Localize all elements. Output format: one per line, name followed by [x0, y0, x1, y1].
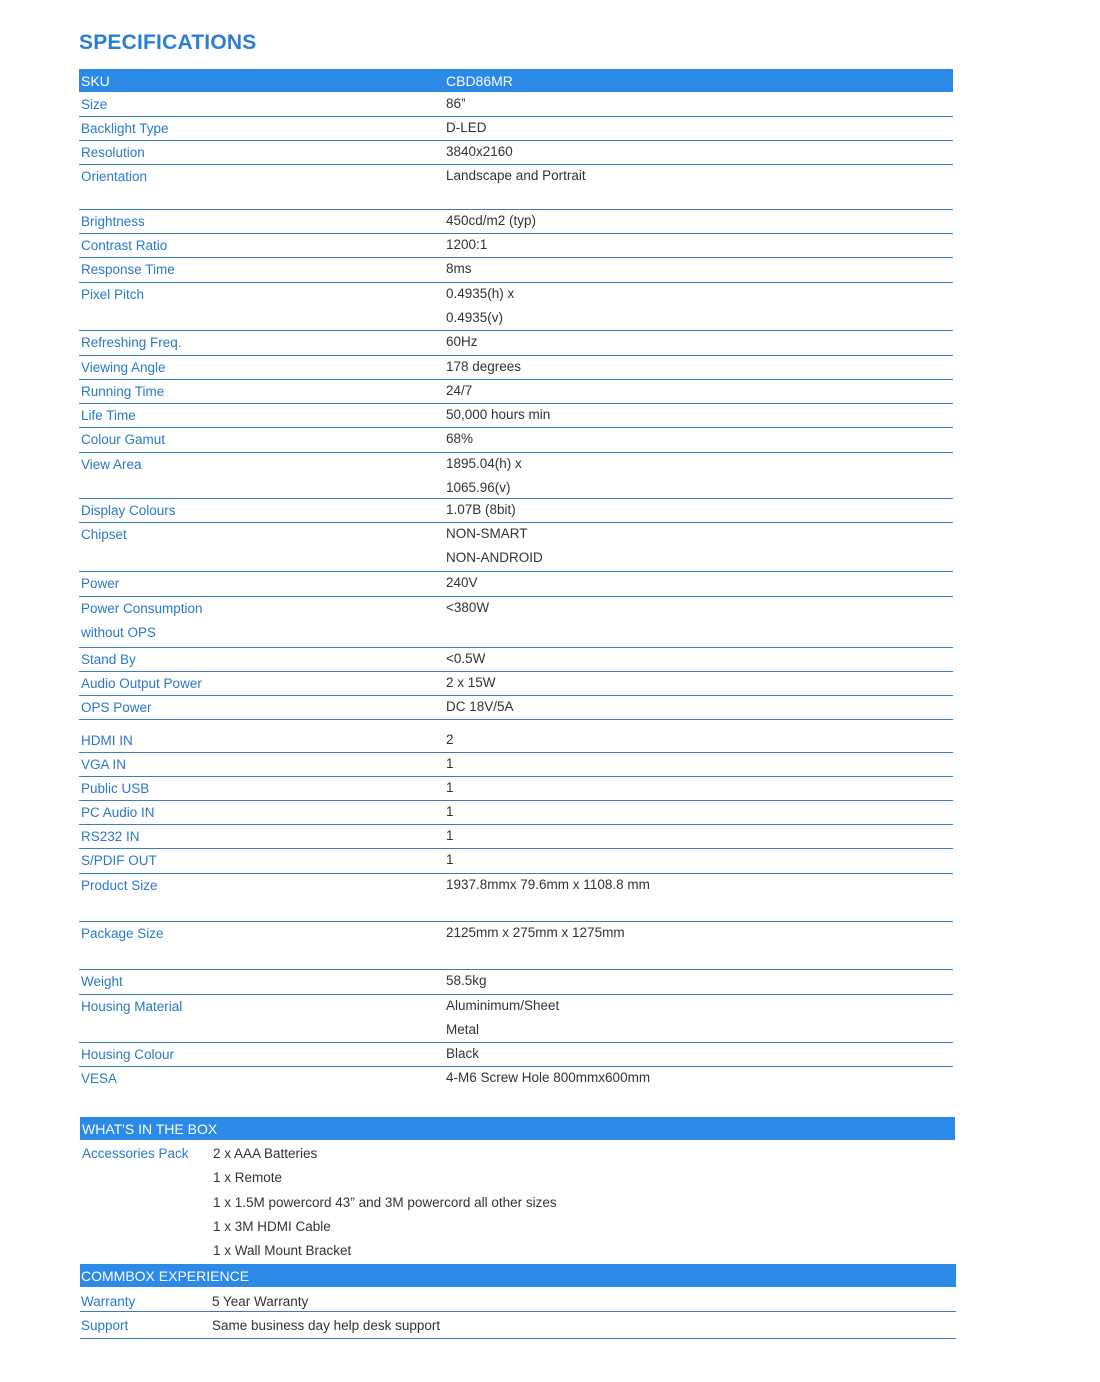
spec-label: VGA IN — [81, 757, 127, 772]
spec-value-continued: Metal — [446, 1022, 480, 1037]
spec-value: DC 18V/5A — [446, 699, 514, 714]
spec-value: 60Hz — [446, 334, 478, 349]
spec-value: 8ms — [446, 261, 472, 276]
spec-row — [79, 141, 953, 165]
spec-value: Black — [446, 1046, 480, 1061]
spec-row — [79, 729, 953, 753]
spec-row — [79, 1067, 953, 1100]
spec-label: HDMI IN — [81, 733, 133, 748]
spec-row — [79, 753, 953, 777]
spec-value-continued: NON-ANDROID — [446, 550, 543, 565]
spec-value: 2 — [446, 732, 454, 747]
spec-label: Colour Gamut — [81, 432, 166, 447]
spec-value: 58.5kg — [446, 973, 487, 988]
spec-value: <380W — [446, 600, 490, 615]
box-item: 1 x 1.5M powercord 43” and 3M powercord all other sizes — [213, 1195, 557, 1210]
spec-value: 240V — [446, 575, 478, 590]
spec-label: Resolution — [81, 145, 145, 160]
spec-value: 1 — [446, 780, 454, 795]
spec-value: 2125mm x 275mm x 1275mm — [446, 925, 625, 940]
spec-row — [79, 523, 953, 572]
spec-label: PC Audio IN — [81, 805, 155, 820]
spec-value: 1.07B (8bit) — [446, 502, 516, 517]
commbox-row — [80, 1312, 956, 1339]
spec-row — [79, 428, 953, 453]
spec-value: 1 — [446, 828, 454, 843]
box-item: 1 x Remote — [213, 1170, 283, 1185]
spec-label: Package Size — [81, 926, 164, 941]
spec-row — [79, 93, 953, 117]
spec-row — [79, 380, 953, 404]
spec-row — [79, 572, 953, 597]
spec-label: Viewing Angle — [81, 360, 166, 375]
spec-row — [79, 995, 953, 1043]
spec-value: 2 x 15W — [446, 675, 496, 690]
spec-label: Product Size — [81, 878, 158, 893]
spec-row — [79, 874, 953, 922]
spec-row — [79, 970, 953, 995]
commbox-value: 5 Year Warranty — [212, 1294, 309, 1309]
spec-label: Power Consumption — [81, 601, 203, 616]
spec-value: NON-SMART — [446, 526, 528, 541]
spec-label: Pixel Pitch — [81, 287, 145, 302]
spec-label: Stand By — [81, 652, 136, 667]
spec-row — [79, 648, 953, 672]
commbox-label: Warranty — [81, 1294, 136, 1309]
spec-value: 3840x2160 — [446, 144, 513, 159]
spec-row — [79, 1043, 953, 1067]
spec-row — [79, 356, 953, 380]
spec-row — [79, 499, 953, 523]
spec-row — [79, 801, 953, 825]
spec-value: 178 degrees — [446, 359, 522, 374]
spec-row — [79, 777, 953, 801]
spec-label: Orientation — [81, 169, 148, 184]
spec-row — [79, 283, 953, 331]
spec-value: 1895.04(h) x — [446, 456, 522, 471]
spec-row — [79, 453, 953, 499]
spec-label: Life Time — [81, 408, 136, 423]
spec-label: Weight — [81, 974, 123, 989]
box-item: 2 x AAA Batteries — [213, 1146, 318, 1161]
sku-label: SKU — [81, 72, 110, 89]
spec-row — [79, 210, 953, 234]
spec-label: VESA — [81, 1071, 118, 1086]
spec-row — [79, 672, 953, 696]
spec-value-continued: 1065.96(v) — [446, 480, 511, 495]
commbox-label: Support — [81, 1318, 129, 1333]
spec-label: RS232 IN — [81, 829, 140, 844]
spec-row — [79, 117, 953, 141]
spec-row — [79, 165, 953, 210]
spec-label: Backlight Type — [81, 121, 169, 136]
spec-row — [79, 258, 953, 283]
spec-value: 50,000 hours min — [446, 407, 551, 422]
spec-value: 1937.8mmx 79.6mm x 1108.8 mm — [446, 877, 650, 892]
spec-value: 1 — [446, 852, 454, 867]
spec-label-continued: without OPS — [81, 625, 157, 640]
spec-label: Display Colours — [81, 503, 176, 518]
spec-label: Refreshing Freq. — [81, 335, 182, 350]
spec-value: 0.4935(h) x — [446, 286, 515, 301]
spec-label: Housing Material — [81, 999, 183, 1014]
spec-value: 1200:1 — [446, 237, 488, 252]
spec-value: Landscape and Portrait — [446, 168, 586, 183]
spec-label: Power — [81, 576, 120, 591]
spec-label: Response Time — [81, 262, 175, 277]
spec-value: 1 — [446, 756, 454, 771]
spec-value: 1 — [446, 804, 454, 819]
box-header: WHAT'S IN THE BOX — [82, 1120, 218, 1137]
spec-value-continued: 0.4935(v) — [446, 310, 504, 325]
spec-label: Size — [81, 97, 108, 112]
spec-label: Housing Colour — [81, 1047, 175, 1062]
spec-value: Aluminimum/Sheet — [446, 998, 560, 1013]
spec-label: View Area — [81, 457, 142, 472]
spec-row — [79, 922, 953, 970]
spec-label: Public USB — [81, 781, 150, 796]
spec-row — [79, 404, 953, 428]
spec-value: 68% — [446, 431, 474, 446]
box-item: 1 x Wall Mount Bracket — [213, 1243, 352, 1258]
spec-label: S/PDIF OUT — [81, 853, 157, 868]
specs-header-row — [79, 69, 953, 92]
accessories-pack-label: Accessories Pack — [82, 1146, 189, 1161]
spec-value: D-LED — [446, 120, 487, 135]
spec-value: 4-M6 Screw Hole 800mmx600mm — [446, 1070, 651, 1085]
spec-label: Brightness — [81, 214, 145, 229]
spec-value: <0.5W — [446, 651, 486, 666]
spec-row — [79, 331, 953, 356]
spec-label: OPS Power — [81, 700, 152, 715]
commbox-header-row — [80, 1264, 956, 1287]
spec-label: Audio Output Power — [81, 676, 202, 691]
spec-row — [79, 825, 953, 849]
spec-row — [79, 849, 953, 874]
spec-label: Contrast Ratio — [81, 238, 168, 253]
spec-value: 450cd/m2 (typ) — [446, 213, 537, 228]
page-title: SPECIFICATIONS — [79, 31, 257, 54]
sku-value: CBD86MR — [446, 72, 513, 89]
spec-row — [79, 597, 953, 648]
commbox-value: Same business day help desk support — [212, 1318, 441, 1333]
spec-label: Running Time — [81, 384, 165, 399]
box-item: 1 x 3M HDMI Cable — [213, 1219, 331, 1234]
commbox-row — [80, 1288, 956, 1312]
spec-row — [79, 234, 953, 258]
spec-row — [79, 696, 953, 720]
spec-value: 24/7 — [446, 383, 473, 398]
commbox-header: COMMBOX EXPERIENCE — [81, 1267, 250, 1284]
box-header-row — [80, 1117, 955, 1140]
spec-value: 86” — [446, 96, 466, 111]
spec-label: Chipset — [81, 527, 127, 542]
